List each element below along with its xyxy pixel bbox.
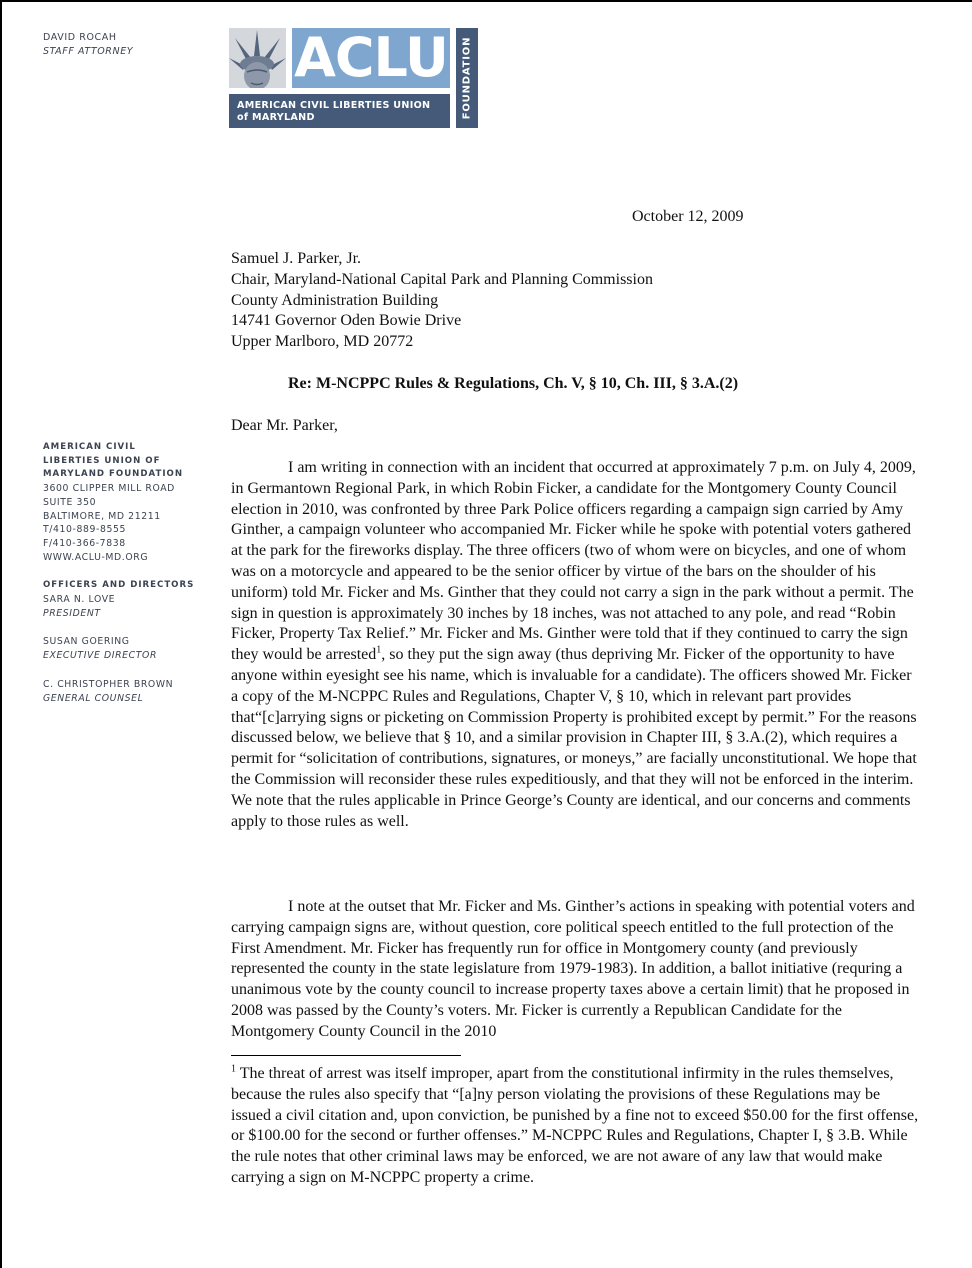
salutation: Dear Mr. Parker,: [231, 417, 338, 434]
phone: T/410-889-8555: [43, 524, 127, 536]
officer-name: SARA N. LOVE: [43, 594, 116, 606]
paragraph-text: I note at the outset that Mr. Ficker and Ms. Ginther’s actions in speaking with potential voters and carrying campaign signs are, without question, core political speech entitled to the full protection of the First Amendment. Mr. Ficker has frequently run for office in Montgomery county (and previously represented the county in the state legislature from 1979-1983). In addition, a ballot initiative (requring a unanimous vote by the county council to increase property taxes above a certain limit) that he proposed in 2008 was passed by the County’s voters. Mr. Ficker is currently a Republican Candidate for the Montgomery County Council in the 2010: [231, 898, 915, 1040]
sender-title: STAFF ATTORNEY: [43, 46, 134, 57]
website: WWW.ACLU-MD.ORG: [43, 551, 149, 563]
recipient-line: County Administration Building: [231, 291, 439, 309]
officers-heading: OFFICERS AND DIRECTORS: [43, 580, 195, 591]
org-line: LIBERTIES UNION OF: [43, 455, 161, 466]
aclu-wordmark: ACLU: [292, 28, 450, 88]
subject-line: Re: M-NCPPC Rules & Regulations, Ch. V, § 10, Ch. III, § 3.A.(2): [288, 375, 739, 392]
org-line-1: AMERICAN CIVIL LIBERTIES UNION: [237, 100, 431, 111]
org-line-2: of MARYLAND: [237, 112, 315, 123]
body-paragraph-2: [231, 897, 921, 1043]
footnote-number: 1: [231, 1063, 236, 1075]
org-line: AMERICAN CIVIL: [43, 442, 136, 452]
paragraph-text: , so they put the sign away (thus depriving Mr. Ficker of the opportunity to have anyone within eyesight see his name, which is invaluable for a candidate). The officers showed Mr. Ficker a copy of the M-NCPPC Rules and Regulations, Chapter V, § 10, which in relevant part provides that“[c]arrying signs or picketing on Commission Property is prohibited except by permit.” For the reasons discussed below, we believe that § 10, and a similar provision in Chapter III, § 3.A.(2), which requires a permit for “solicitation of contributions, signatures, or moneys,” are facially unconstitutional. We hope that the Commission will reconsider these rules expeditiously, and that they will not be enforced in the interim. We note that the rules applicable in Prince George’s County are identical, and our concerns and comments apply to those rules as well.: [231, 646, 917, 830]
foundation-label-box: [456, 28, 478, 128]
statue-of-liberty-icon: [229, 28, 286, 88]
sender-block: [43, 31, 133, 59]
officer-role: GENERAL COUNSEL: [43, 692, 144, 704]
footnote-text: The threat of arrest was itself improper, apart from the constitutional infirmity in the rules themselves, because the rules also specify that “[a]ny person violating the provisions of these Regulations may be issued a civil citation and, upon conviction, be punished by a fine not to exceed $50.00 for the first offense, or $100.00 for the second or further offenses.” M-NCPPC Rules and Regulations, Chapter I, § 3.B. While the rule notes that other criminal laws may be enforced, we are not aware of any law that would make carrying a sign on M-NCPPC property a crime.: [231, 1065, 919, 1186]
footnote-divider: [231, 1055, 461, 1056]
org-line: MARYLAND FOUNDATION: [43, 469, 184, 480]
letter-date: October 12, 2009: [632, 208, 744, 225]
org-name-box: [229, 94, 450, 128]
officer-name: SUSAN GOERING: [43, 636, 130, 648]
recipient-line: Upper Marlboro, MD 20772: [231, 333, 414, 351]
address-line: SUITE 350: [43, 496, 97, 508]
paragraph-text: I am writing in connection with an incident that occurred at approximately 7 p.m. on July 4, 2009, in Germantown Regional Park, in which Robin Ficker, a candidate for the Montgomery County Council election in 2010, was confronted by three Park Police officers regarding a campaign sign carried by Amy Ginther, a campaign volunteer who accompanied Mr. Ficker while he spoke with potential voters gathered at the park for the fireworks display. The three officers (two of whom were on bicycles, and one of whom was on a motorcycle and appeared to be the senior officer by virtue of the bars on the shoulder of his uniform) told Mr. Ficker and Ms. Ginther that they could not carry a sign in the park without a permit. The sign in question is approximately 30 inches by 18 inches, was not attached to any pole, and read “Robin Ficker, Property Tax Relief.” Mr. Ficker and Ms. Ginther were told that if they continued to carry the sign they would be arrested: [231, 459, 916, 664]
officer-name: C. CHRISTOPHER BROWN: [43, 678, 174, 690]
sidebar: [43, 441, 194, 705]
recipient-line: Samuel J. Parker, Jr.: [231, 250, 362, 267]
address-line: BALTIMORE, MD 21211: [43, 510, 161, 522]
address-line: 3600 CLIPPER MILL ROAD: [43, 483, 175, 495]
officer-role: EXECUTIVE DIRECTOR: [43, 650, 158, 662]
aclu-logo: [229, 28, 479, 128]
foundation-label: FOUNDATION: [461, 36, 473, 120]
fax: F/410-366-7838: [43, 537, 126, 549]
recipient-line: Chair, Maryland-National Capital Park and Planning Commission: [231, 270, 653, 288]
footnote-reference[interactable]: 1: [376, 644, 382, 656]
footnote: [231, 1064, 921, 1189]
officer-role: PRESIDENT: [43, 607, 101, 619]
sender-name: DAVID ROCAH: [43, 32, 117, 43]
body-paragraph-1: [231, 458, 921, 832]
recipient-line: 14741 Governor Oden Bowie Drive: [231, 312, 462, 330]
recipient-address: [231, 249, 921, 353]
